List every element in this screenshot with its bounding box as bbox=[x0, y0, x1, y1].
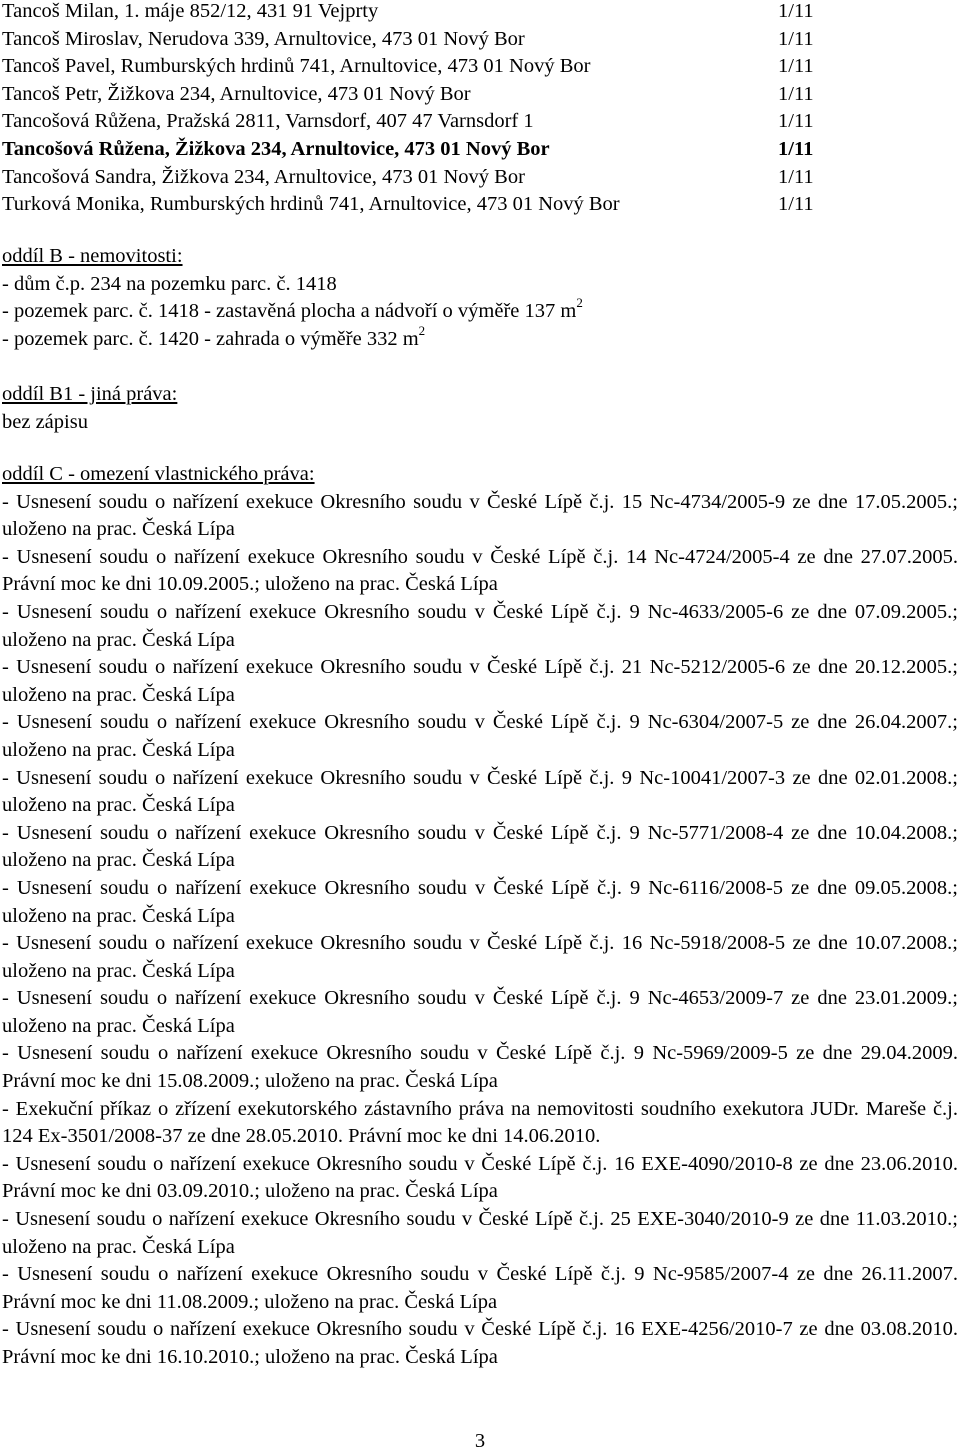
owner-name: Tancoš Miroslav, Nerudova 339, Arnultovice, 473 01 Nový Bor bbox=[2, 27, 525, 50]
section-b-heading: oddíl B - nemovitosti: bbox=[2, 245, 183, 267]
section-b1-text: bez zápisu bbox=[2, 410, 88, 433]
owner-row bbox=[2, 136, 958, 164]
encumbrance-entry: - Usnesení soudu o nařízení exekuce Okresního soudu v České Lípě č.j. 14 Nc-4724/2005-4 ze dne 27.07.2005. Právní moc ke dni 10.09.2005.; uloženo na prac. Česká Lípa bbox=[2, 545, 958, 596]
property-item bbox=[2, 322, 958, 354]
area-exponent: 2 bbox=[576, 295, 583, 311]
property-item bbox=[2, 271, 958, 299]
owner-share: 1/11 bbox=[778, 82, 814, 105]
owner-name: Tancoš Milan, 1. máje 852/12, 431 91 Vejprty bbox=[2, 0, 379, 22]
area-exponent: 2 bbox=[418, 322, 426, 338]
owner-row bbox=[2, 108, 958, 136]
owner-row bbox=[2, 164, 958, 192]
owner-share: 1/11 bbox=[778, 110, 814, 133]
encumbrance-entry: - Exekuční příkaz o zřízení exekutorského zástavního práva na nemovitosti soudního exekutora JUDr. Mareše č.j. 124 Ex-3501/2008-37 ze dne 28.05.2010. Právní moc ke dni 14.06.2010. bbox=[2, 1097, 958, 1148]
encumbrance-entry: - Usnesení soudu o nařízení exekuce Okresního soudu v České Lípě č.j. 9 Nc-10041/2007-3 ze dne 02.01.2008.; uloženo na prac. Česká Lípa bbox=[2, 766, 958, 817]
owner-share: 1/11 bbox=[778, 27, 814, 50]
owner-row bbox=[2, 191, 958, 219]
encumbrance-entry: - Usnesení soudu o nařízení exekuce Okresního soudu v České Lípě č.j. 9 Nc-5969/2009-5 ze dne 29.04.2009. Právní moc ke dni 15.08.2009.; uloženo na prac. Česká Lípa bbox=[2, 1042, 958, 1093]
encumbrance-entry: - Usnesení soudu o nařízení exekuce Okresního soudu v České Lípě č.j. 15 Nc-4734/2005-9 ze dne 17.05.2005.; uloženo na prac. Česká Lípa bbox=[2, 490, 958, 541]
owner-name: Tancoš Pavel, Rumburských hrdinů 741, Arnultovice, 473 01 Nový Bor bbox=[2, 55, 591, 78]
section-b1 bbox=[2, 381, 958, 436]
encumbrance-entry: - Usnesení soudu o nařízení exekuce Okresního soudu v České Lípě č.j. 25 EXE-3040/2010-9 ze dne 11.03.2010.; uloženo na prac. Česká Lípa bbox=[2, 1208, 958, 1258]
owner-name: Tancošová Růžena, Pražská 2811, Varnsdorf, 407 47 Varnsdorf 1 bbox=[2, 110, 534, 133]
owner-share: 1/11 bbox=[778, 193, 814, 216]
encumbrance-entry: - Usnesení soudu o nařízení exekuce Okresního soudu v České Lípě č.j. 21 Nc-5212/2005-6 ze dne 20.12.2005.; uloženo na prac. Česká Lípa bbox=[2, 656, 958, 706]
encumbrance-entry: - Usnesení soudu o nařízení exekuce Okresního soudu v České Lípě č.j. 9 Nc-4653/2009-7 ze dne 23.01.2009.; uloženo na prac. Česká Lípa bbox=[2, 987, 958, 1037]
owner-share: 1/11 bbox=[778, 165, 814, 188]
encumbrance-entry: - Usnesení soudu o nařízení exekuce Okresního soudu v České Lípě č.j. 9 Nc-4633/2005-6 ze dne 07.09.2005.; uloženo na prac. Česká Lípa bbox=[2, 600, 958, 651]
owner-row bbox=[2, 26, 958, 54]
property-item bbox=[2, 295, 958, 326]
property-item-text: - pozemek parc. č. 1420 - zahrada o výměře 332 m bbox=[2, 327, 419, 350]
owner-name: Tancoš Petr, Žižkova 234, Arnultovice, 473 01 Nový Bor bbox=[2, 82, 471, 105]
section-c-heading: oddíl C - omezení vlastnického práva: bbox=[2, 463, 315, 485]
owner-name: Tancošová Sandra, Žižkova 234, Arnultovice, 473 01 Nový Bor bbox=[2, 165, 525, 188]
encumbrance-entry: - Usnesení soudu o nařízení exekuce Okresního soudu v České Lípě č.j. 16 Nc-5918/2008-5 ze dne 10.07.2008.; uloženo na prac. Česká Lípa bbox=[2, 932, 958, 982]
owner-row bbox=[2, 0, 958, 26]
owners-list bbox=[2, 0, 958, 219]
owner-row bbox=[2, 53, 958, 81]
encumbrance-entry: - Usnesení soudu o nařízení exekuce Okresního soudu v České Lípě č.j. 9 Nc-5771/2008-4 ze dne 10.04.2008.; uloženo na prac. Česká Lípa bbox=[2, 821, 958, 872]
section-c bbox=[2, 461, 958, 1372]
owner-share: 1/11 bbox=[778, 137, 814, 160]
encumbrance-entry: - Usnesení soudu o nařízení exekuce Okresního soudu v České Lípě č.j. 9 Nc-9585/2007-4 ze dne 26.11.2007. Právní moc ke dni 11.08.2009.; uloženo na prac. Česká Lípa bbox=[2, 1263, 958, 1313]
property-item-text: - pozemek parc. č. 1418 - zastavěná plocha a nádvoří o výměře 137 m bbox=[2, 300, 577, 323]
encumbrance-entry: - Usnesení soudu o nařízení exekuce Okresního soudu v České Lípě č.j. 16 EXE-4256/2010-7 ze dne 03.08.2010. Právní moc ke dni 16.10.2010.; uloženo na prac. Česká Lípa bbox=[2, 1318, 958, 1368]
section-b bbox=[2, 243, 958, 353]
section-b1-heading: oddíl B1 - jiná práva: bbox=[2, 383, 178, 405]
owner-share: 1/11 bbox=[778, 55, 814, 78]
encumbrance-entry: - Usnesení soudu o nařízení exekuce Okresního soudu v České Lípě č.j. 16 EXE-4090/2010-8 ze dne 23.06.2010. Právní moc ke dni 03.09.2010.; uloženo na prac. Česká Lípa bbox=[2, 1152, 958, 1203]
owner-row bbox=[2, 81, 958, 109]
page-number: 3 bbox=[474, 1430, 486, 1452]
encumbrance-entry: - Usnesení soudu o nařízení exekuce Okresního soudu v České Lípě č.j. 9 Nc-6116/2008-5 ze dne 09.05.2008.; uloženo na prac. Česká Lípa bbox=[2, 876, 958, 927]
encumbrance-entry: - Usnesení soudu o nařízení exekuce Okresního soudu v České Lípě č.j. 9 Nc-6304/2007-5 ze dne 26.04.2007.; uloženo na prac. Česká Lípa bbox=[2, 711, 958, 761]
owner-name: Tancošová Růžena, Žižkova 234, Arnultovice, 473 01 Nový Bor bbox=[2, 137, 550, 160]
owner-share: 1/11 bbox=[778, 0, 814, 22]
property-item-text: - dům č.p. 234 na pozemku parc. č. 1418 bbox=[2, 272, 337, 295]
owner-name: Turková Monika, Rumburských hrdinů 741, Arnultovice, 473 01 Nový Bor bbox=[2, 193, 620, 216]
